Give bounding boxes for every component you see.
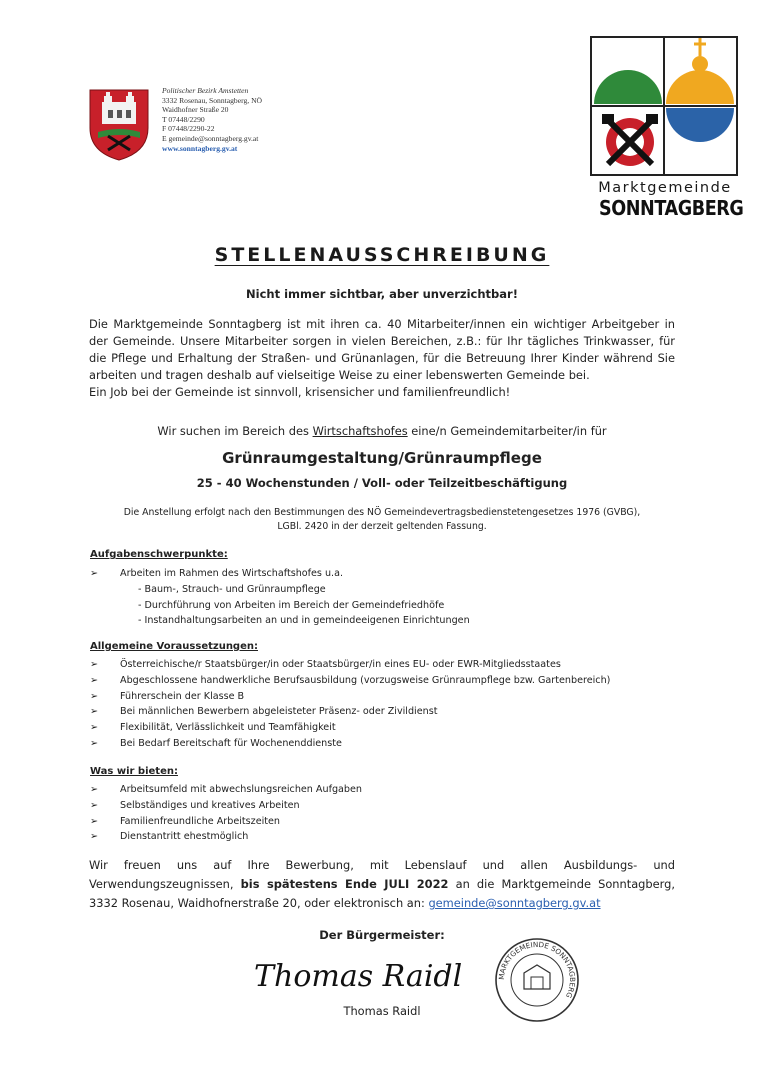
list-item	[90, 798, 362, 814]
brand-line2: SONNTAGBERG	[599, 196, 744, 220]
legal-note	[0, 506, 764, 534]
arrow-bullet-icon: ➢	[90, 831, 99, 843]
list-item: - Baum-, Strauch- und Grünraumpflege	[138, 583, 326, 595]
arrow-bullet-icon: ➢	[90, 706, 99, 718]
search-line-before: Wir suchen im Bereich des	[157, 424, 313, 438]
offer-text: Dienstantritt ehestmöglich	[120, 831, 249, 843]
closing-text1: Wir freuen uns auf Ihre Bewerbung, mit Lebenslauf und allen Ausbildungs- und Verwendungszeugnissen,	[89, 858, 675, 891]
closing-deadline: bis spätestens Ende JULI 2022	[240, 877, 449, 891]
list-item	[90, 829, 362, 845]
arrow-bullet-icon: ➢	[90, 674, 99, 686]
list-item	[90, 720, 610, 736]
requirement-text: Österreichische/r Staatsbürger/in oder Staatsbürger/in eines EU- oder EWR-Mitgliedsstaates	[120, 659, 561, 670]
page-title: STELLENAUSSCHREIBUNG	[214, 244, 550, 266]
closing-paragraph	[89, 856, 675, 913]
legal-line2: LGBl. 2420 in der derzeit geltenden Fassung.	[277, 521, 487, 532]
requirements-heading: Allgemeine Voraussetzungen:	[90, 641, 258, 652]
intro-text	[89, 316, 675, 401]
signature-text: Thomas Raidl	[254, 959, 463, 994]
seal-text-path: MARKTGEMEINDE SONNTAGBERG	[496, 939, 578, 1000]
offer-list	[90, 782, 362, 845]
coat-of-arms-icon	[88, 88, 150, 162]
list-item	[90, 736, 610, 752]
phone-line: T 07448/2290	[162, 114, 205, 124]
requirement-text: Flexibilität, Verlässlichkeit und Teamfähigkeit	[120, 722, 336, 734]
arrow-bullet-icon: ➢	[90, 784, 99, 795]
requirement-text: Führerschein der Klasse B	[120, 690, 245, 702]
email-link[interactable]: gemeinde@sonntagberg.gv.at	[428, 896, 601, 910]
address-line: Waidhofner Straße 20	[162, 105, 229, 115]
closing-text2: an die Marktgemeinde Sonntagberg, 3332 Rosenau, Waidhofnerstraße 20, oder elektronisch an:	[89, 877, 675, 910]
arrow-bullet-icon: ➢	[90, 690, 99, 702]
list-item	[90, 689, 610, 705]
task-main: Arbeiten im Rahmen des Wirtschaftshofes u.a.	[120, 568, 344, 579]
offer-text: Familienfreundliche Arbeitszeiten	[120, 815, 281, 827]
offer-text: Arbeitsumfeld mit abwechslungsreichen Aufgaben	[120, 784, 362, 795]
email-line: E gemeinde@sonntagberg.gv.at	[162, 133, 259, 143]
legal-line1: Die Anstellung erfolgt nach den Bestimmungen des NÖ Gemeindevertragsbedienstetengesetzes 1976 (GVBG),	[123, 507, 641, 518]
requirements-list	[90, 657, 610, 752]
search-line	[0, 424, 764, 438]
arrow-bullet-icon: ➢	[90, 722, 99, 734]
signature	[250, 946, 480, 1002]
brand-line1: Marktgemeinde	[598, 180, 732, 196]
mayor-label: Der Bürgermeister:	[319, 928, 445, 942]
municipality-logo-icon	[590, 36, 738, 176]
job-title: Grünraumgestaltung/Grünraumpflege	[222, 449, 542, 467]
seal-text	[497, 940, 577, 1000]
requirement-text: Abgeschlossene handwerkliche Berufsausbildung (vorzugsweise Grünraumpflege bzw. Gartenbereich)	[120, 674, 611, 686]
tasks-list	[90, 566, 470, 629]
address-line: Politischer Bezirk Amstetten	[162, 86, 249, 95]
arrow-bullet-icon: ➢	[90, 815, 99, 827]
list-item	[90, 657, 610, 673]
list-item	[90, 673, 610, 689]
list-item	[90, 782, 362, 798]
address-line: 3332 Rosenau, Sonntagberg, NÖ	[162, 95, 263, 105]
mayor-name: Thomas Raidl	[343, 1004, 421, 1018]
offer-heading: Was wir bieten:	[90, 766, 178, 777]
search-line-underlined: Wirtschaftshofes	[312, 424, 408, 438]
address-block	[162, 86, 262, 153]
list-item	[90, 566, 470, 582]
official-seal-icon	[494, 937, 580, 1023]
intro-line2: Ein Job bei der Gemeinde ist sinnvoll, krisensicher und familienfreundlich!	[89, 385, 511, 399]
arrow-bullet-icon: ➢	[90, 568, 99, 579]
list-item: - Durchführung von Arbeiten im Bereich der Gemeindefriedhöfe	[138, 599, 445, 611]
arrow-bullet-icon: ➢	[90, 659, 99, 670]
search-line-after: eine/n Gemeindemitarbeiter/in für	[407, 424, 607, 438]
subtitle: Nicht immer sichtbar, aber unverzichtbar!	[246, 287, 518, 301]
list-item: - Instandhaltungsarbeiten an und in gemeindeeigenen Einrichtungen	[138, 615, 470, 627]
offer-text: Selbständiges und kreatives Arbeiten	[120, 799, 300, 811]
website-link[interactable]: www.sonntagberg.gv.at	[162, 143, 238, 153]
list-item	[90, 814, 362, 830]
intro-paragraph: Die Marktgemeinde Sonntagberg ist mit ihren ca. 40 Mitarbeiter/innen ein wichtiger Arbeitgeber in der Gemeinde. Unsere Mitarbeiter sorgen in vielen Bereichen, z.B.: für Ihr tägliches Trinkwasser, für die Pflege und Erhaltung der Straßen- und Grünanlagen, für die Betreuung Ihrer Kinder während Sie arbeiten und tragen deshalb auf vielseitige Weise zu einer lebenswerten Gemeinde bei.	[89, 317, 675, 382]
tasks-heading: Aufgabenschwerpunkte:	[90, 549, 228, 560]
fax-line: F 07448/2290-22	[162, 124, 215, 134]
requirement-text: Bei männlichen Bewerbern abgeleisteter Präsenz- oder Zivildienst	[120, 706, 438, 718]
job-hours: 25 - 40 Wochenstunden / Voll- oder Teilzeitbeschäftigung	[196, 476, 568, 490]
arrow-bullet-icon: ➢	[90, 737, 99, 749]
list-item	[90, 704, 610, 720]
arrow-bullet-icon: ➢	[90, 799, 99, 811]
requirement-text: Bei Bedarf Bereitschaft für Wochenenddienste	[120, 737, 342, 749]
